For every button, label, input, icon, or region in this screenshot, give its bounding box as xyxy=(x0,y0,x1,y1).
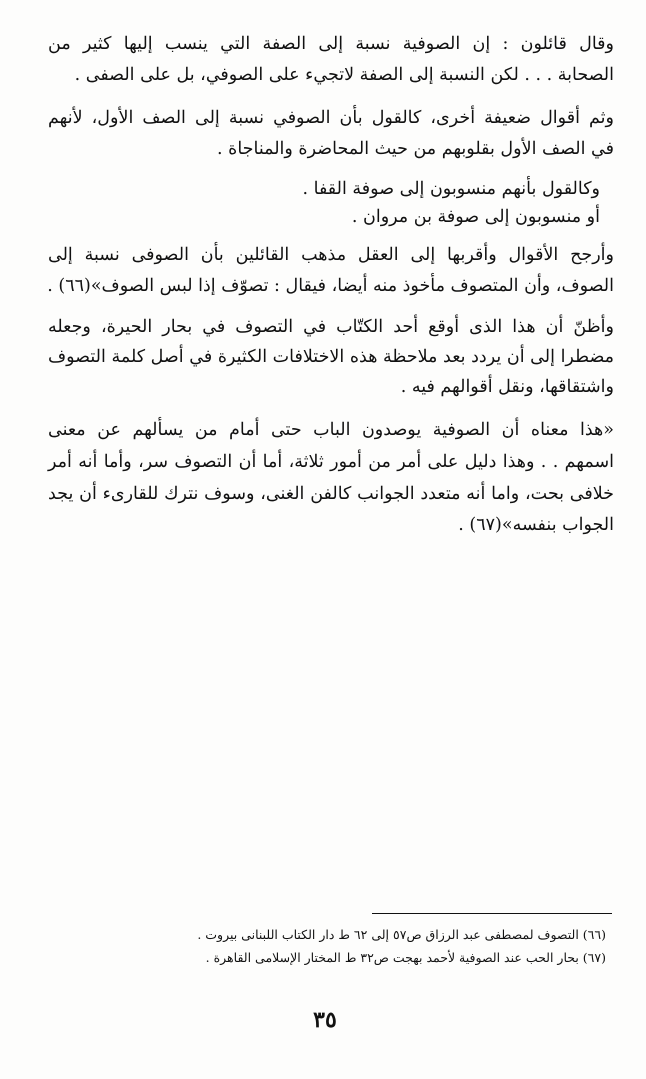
footnote: (٦٧) بحار الحب عند الصوفية لأحمد بهجت ص٣٢ ط المختار الإسلامى القاهرة . xyxy=(205,950,606,965)
text-line: اسمهم . . وهذا دليل على أمر من أمور ثلاثة، أما أن التصوف سر، وأما أنه أمر xyxy=(48,452,614,472)
text-line: وأرجح الأقوال وأقربها إلى العقل مذهب القائلين بأن الصوفى نسبة إلى xyxy=(48,245,614,265)
footnotes xyxy=(106,0,606,1000)
text-line: أو منسوبون إلى صوفة بن مروان . xyxy=(351,207,600,227)
text-line: الصوف، وأن المتصوف مأخوذ منه أيضا، فيقال : تصوّف إذا لبس الصوف»(٦٦) . xyxy=(47,276,614,296)
text-line: واشتقاقها، ونقل أقوالهم فيه . xyxy=(400,377,614,397)
footnote: (٦٦) التصوف لمصطفى عبد الرزاق ص٥٧ إلى ٦٢ ط دار الكتاب اللبنانى بيروت . xyxy=(197,927,606,942)
text-line: الجواب بنفسه»(٦٧) . xyxy=(458,515,614,535)
text-line: وقال قائلون : إن الصوفية نسبة إلى الصفة التي ينسب إليها كثير من xyxy=(48,34,614,54)
text-line: مضطرا إلى أن يردد بعد ملاحظة هذه الاختلافات الكثيرة في أصل كلمة التصوف xyxy=(48,347,614,367)
text-line: «هذا معناه أن الصوفية يوصدون الباب حتى أمام من يسألهم عن معنى xyxy=(48,420,614,440)
text-line: في الصف الأول بقلوبهم من حيث المحاضرة والمناجاة . xyxy=(217,139,614,159)
text-line: وكالقول بأنهم منسوبون إلى صوفة القفا . xyxy=(302,179,600,199)
text-line: الصحابة . . . لكن النسبة إلى الصفة لاتجيء على الصوفي، بل على الصفى . xyxy=(74,65,614,85)
text-line: وثم أقوال ضعيفة أخرى، كالقول بأن الصوفي نسبة إلى الصف الأول، لأنهم xyxy=(48,108,614,128)
text-line: وأظنّ أن هذا الذى أوقع أحد الكتّاب في التصوف في بحار الحيرة، وجعله xyxy=(48,317,614,337)
page-number: ٣٥ xyxy=(313,1007,337,1033)
text-line: خلافى بحت، واما أنه متعدد الجوانب كالفن الغنى، وسوف نترك للقارىء أن يجد xyxy=(48,484,614,504)
